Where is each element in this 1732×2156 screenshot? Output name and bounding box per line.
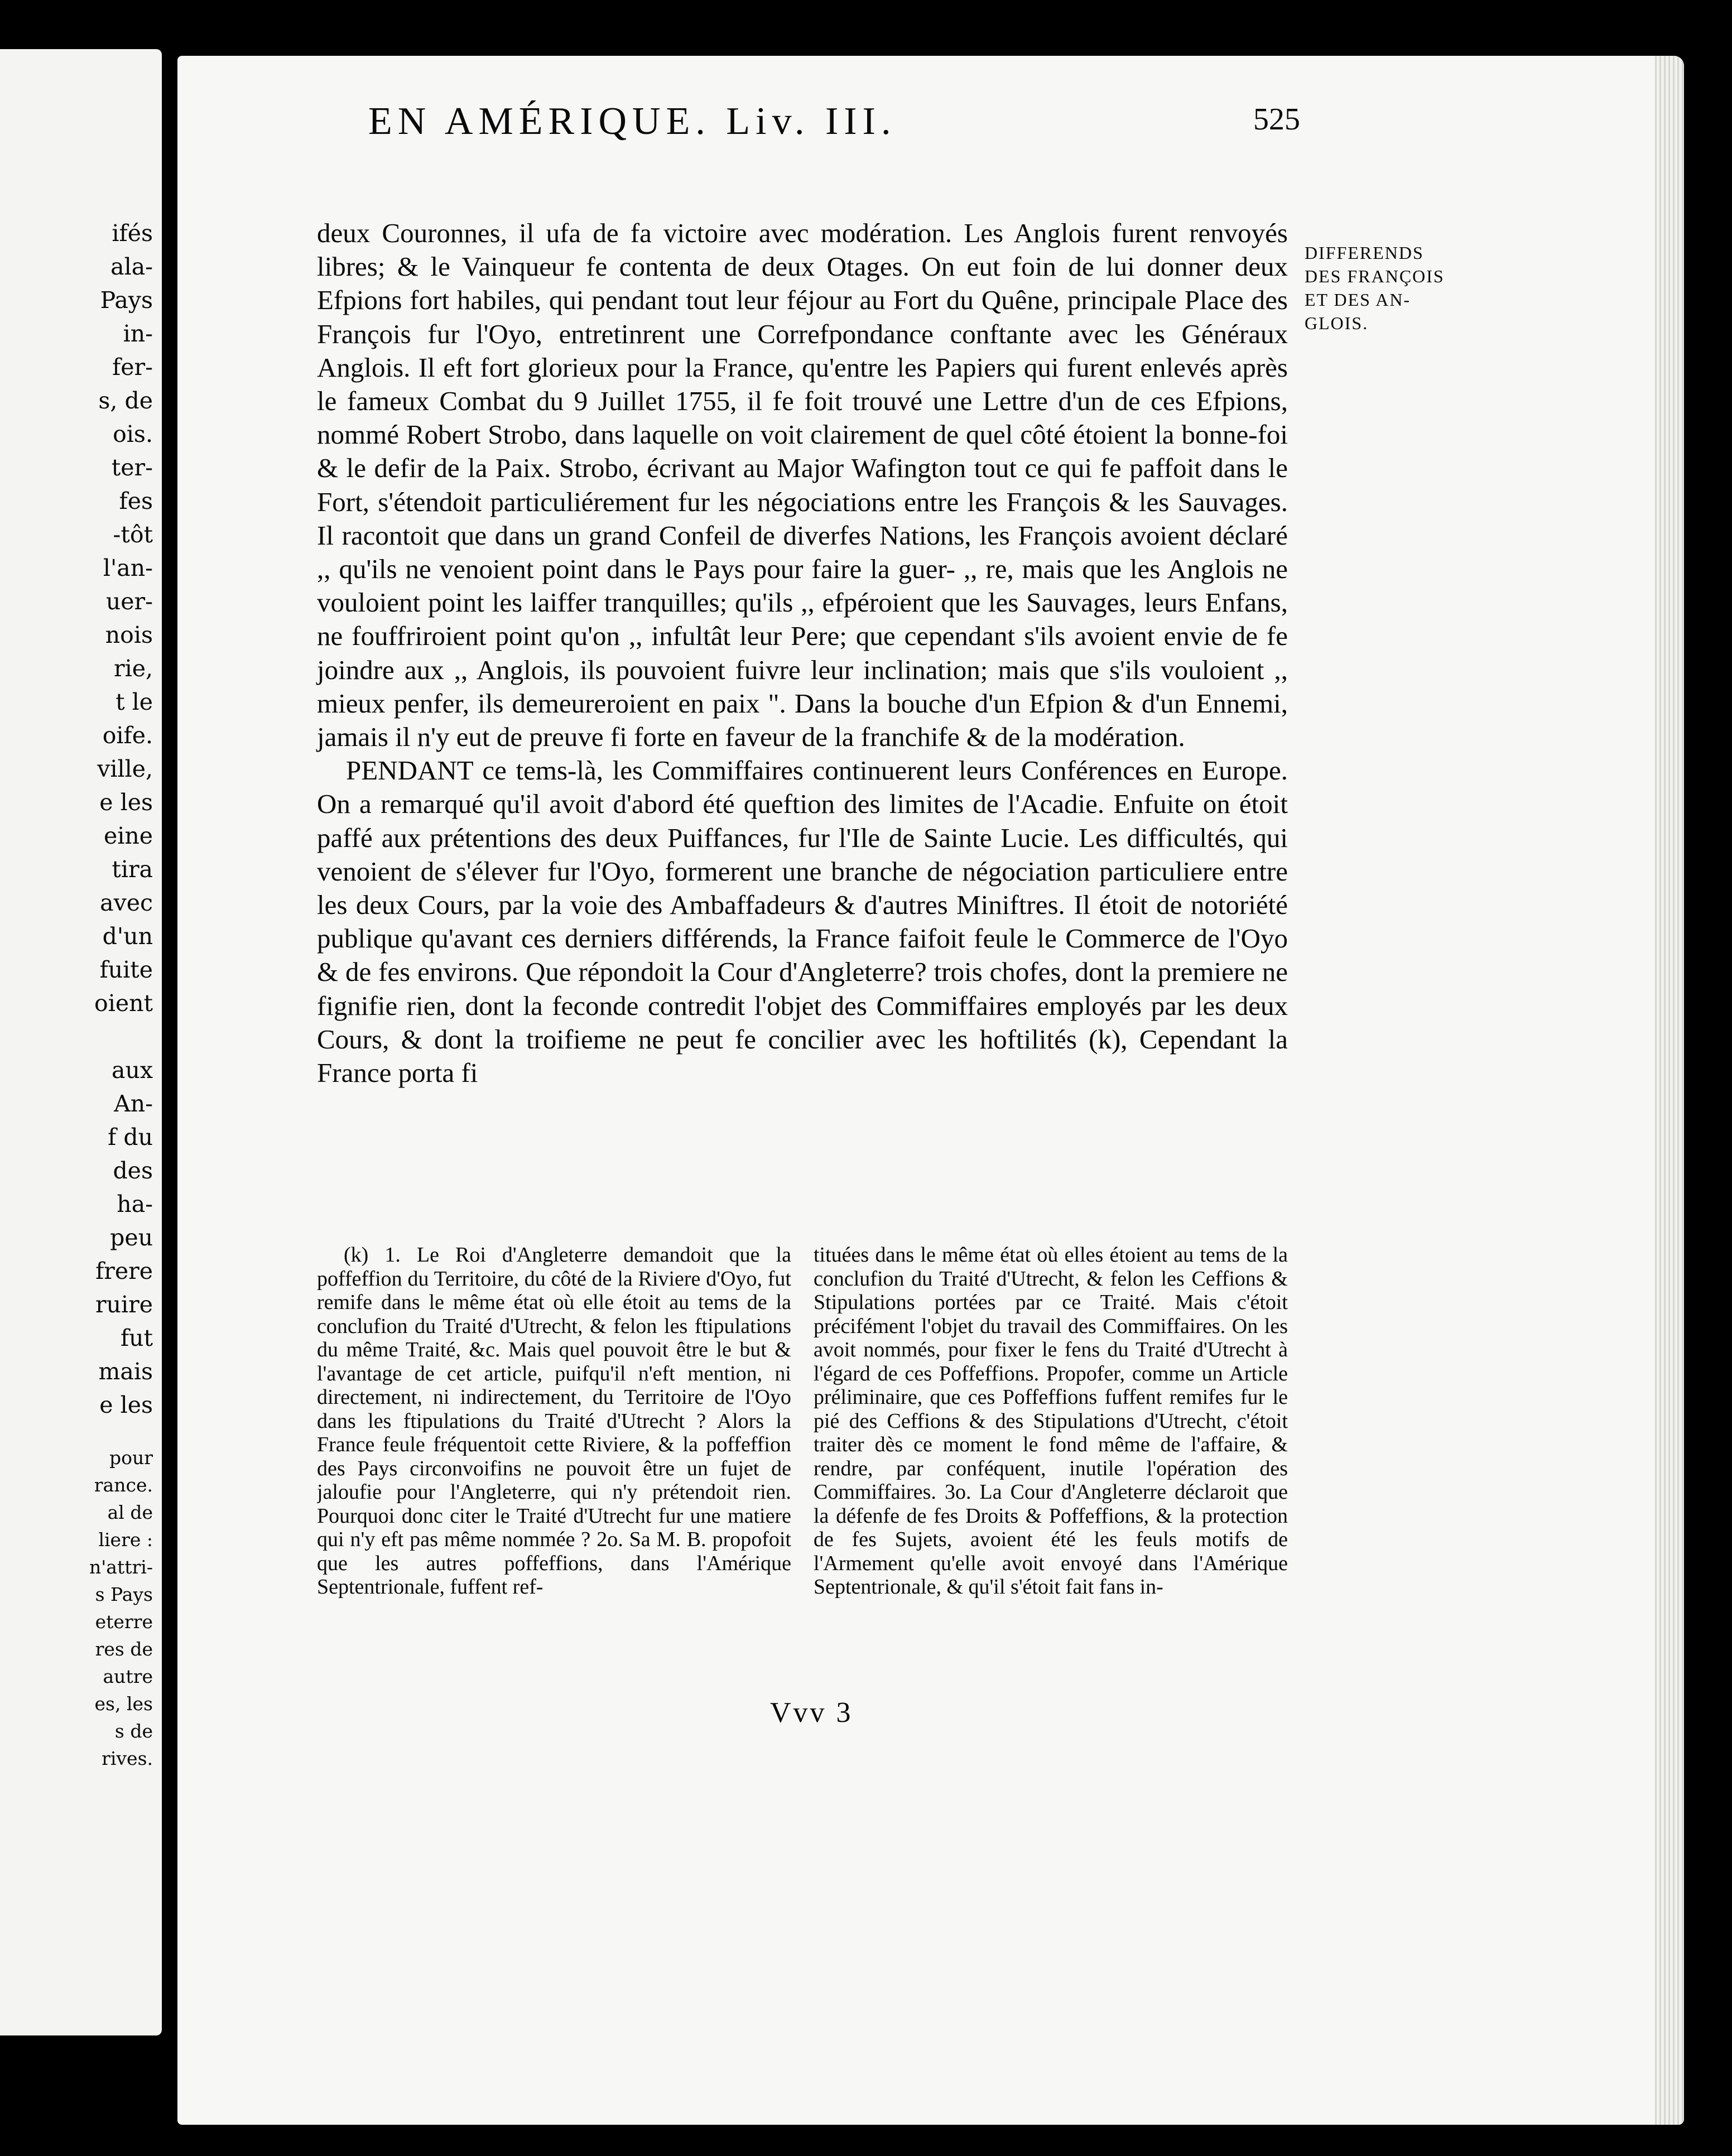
paragraph: PENDANT ce tems-là, les Commiffaires continuerent leurs Conférences en Europe. On a remarqué qu'il avoit d'abord été queftion des limites de l'Acadie. Enfuite on étoit paffé aux prétentions des deux Puiffances, fur l'Ile de Sainte Lucie. Les difficultés, qui venoient de s'élever fur l'Oyo, formerent une branche de négociation particuliere entre les deux Cours, par la voie des Ambaffadeurs & d'autres Miniftres. Il étoit de notoriété publique qu'avant ces derniers différends, la France faifoit feule le Commerce de l'Oyo & de fes environs. Que répondoit la Cour d'Angleterre? trois chofes, dont la premiere ne fignifie rien, dont la feconde contredit l'objet des Commiffaires employés par les deux Cours, & dont la troifieme ne peut fe concilier avec les hoftilités (k), Cependant la France porta fi [317, 755, 1288, 1089]
facing-page-fragment: tira [112, 856, 153, 883]
facing-page-fragment: ter- [111, 454, 153, 481]
facing-page-fragment: l'an- [103, 555, 153, 581]
facing-page-fragment: fes [119, 488, 153, 514]
facing-page-fragment: e les [99, 1392, 153, 1418]
facing-page-fragment: nois [105, 622, 153, 648]
signature-mark: Vvv 3 [770, 1697, 853, 1729]
facing-page-fragment: s Pays [95, 1584, 153, 1605]
facing-page-fragment: autre [103, 1666, 153, 1687]
footnotes [317, 1243, 1288, 1701]
facing-page-fragment: f du [108, 1124, 153, 1151]
facing-page-fragment: mais [98, 1358, 153, 1385]
facing-page-fragment: rance. [94, 1474, 153, 1496]
facing-page-fragment: eterre [95, 1611, 153, 1633]
facing-page-fragment: ala- [110, 253, 153, 280]
facing-page-fragment: s, de [98, 387, 153, 414]
facing-page-fragment: Pays [100, 287, 153, 314]
footnote-column-left: (k) 1. Le Roi d'Angleterre demandoit que la poffeffion du Territoire, du côté de la Riviere d'Oyo, fut remife dans le même état où elle étoit au tems de la conclufion du Traité d'Utrecht, & felon les ftipulations du même Traité, &c. Mais quel pouvoit être le but & l'avantage de cet article, puifqu'il n'eft mention, ni directement, ni indirectement, du Territoire de l'Oyo dans les ftipulations du Traité d'Utrecht ? Alors la France feule fréquentoit cette Riviere, & la poffeffion des Pays circonvoifins ne pouvoit être un fujet de jaloufie pour l'Angleterre, qui n'y prétendoit rien. Pourquoi donc citer le Traité d'Utrecht fur une matiere qui n'y eft pas même nommée ? 2o. Sa M. B. propofoit que les autres poffeffions, dans l'Amérique Septentrionale, fuffent ref- [317, 1243, 791, 1599]
facing-page-fragment: eine [103, 822, 153, 849]
facing-page-fragment: avec [100, 889, 153, 916]
running-head-title: EN AMÉRIQUE. Liv. III. [368, 100, 897, 143]
facing-page-fragment: ville, [97, 755, 153, 782]
facing-page-fragment: oient [94, 990, 153, 1017]
facing-page-fragment: s de [114, 1720, 153, 1742]
facing-page-fragment: in- [123, 320, 153, 347]
facing-page-fragment: pour [109, 1447, 153, 1469]
facing-page-fragment: ruire [95, 1291, 153, 1318]
marginal-note: DIFFERENDS DES FRANÇOIS ET DES AN- GLOIS. [1305, 243, 1445, 333]
facing-page-fragment: liere : [98, 1529, 153, 1551]
facing-page-fragment: rie, [113, 655, 153, 682]
facing-page-fragment: es, les [94, 1693, 153, 1715]
facing-page-fragment: ha- [117, 1191, 153, 1217]
facing-page-fragment: fut [120, 1325, 153, 1351]
facing-page-fragment: rives. [102, 1748, 153, 1769]
facing-page-fragment: aux [112, 1057, 153, 1084]
facing-page-fragment: frere [95, 1258, 153, 1284]
paragraph: deux Couronnes, il ufa de fa victoire avec modération. Les Anglois furent renvoyés libres; & le Vainqueur fe contenta de deux Otages. On eut foin de lui donner deux Efpions fort habiles, qui pendant tout leur féjour au Fort du Quêne, principale Place des François fur l'Oyo, entretinrent une Correfpondance conftante avec les Généraux Anglois. Il eft fort glorieux pour la France, qu'entre les Papiers qui furent enlevés après le fameux Combat du 9 Juillet 1755, il fe foit trouvé une Lettre d'un de ces Efpions, nommé Robert Strobo, dans laquelle on voit clairement de quel côté étoient la bonne-foi & le defir de la Paix. Strobo, écrivant au Major Wafington tout ce qui fe paffoit dans le Fort, s'étendoit particuliérement fur les négociations entre les François & les Sauvages. Il racontoit que dans un grand Confeil de diverfes Nations, les François avoient déclaré ,, qu'ils ne venoient point dans le Pays pour faire la guer- ,, re, mais que les Anglois ne vouloient point les laiffer tranquilles; qu'ils ,, efpéroient que les Sauvages, leurs Enfans, ne fouffriroient point qu'on ,, infultât leur Pere; que cependant s'ils avoient envie de fe joindre aux ,, Anglois, ils pouvoient fuivre leur inclination; mais que s'ils vouloient ,, mieux penfer, ils demeureroient en paix ". Dans la bouche d'un Efpion & d'un Ennemi, jamais il n'y eut de preuve fi forte en faveur de la franchife & de la modération. [317, 218, 1288, 753]
facing-page-fragment: ois. [113, 421, 153, 447]
facing-page-fragment: peu [110, 1224, 153, 1251]
footnote-column-right: tituées dans le même état où elles étoient au tems de la conclufion du Traité d'Utrecht, & felon les Ceffions & Stipulations portées par ce Traité. Mais c'étoit précifément l'objet du travail des Commiffaires. On les avoit nommés, pour fixer le fens du Traité d'Utrecht à l'égard de ces Poffeffions. Propofer, comme un Article préliminaire, que ces Poffeffions fuffent remifes fur le pié des Ceffions & des Stipulations d'Utrecht, c'étoit traiter dès ce moment le fond même de l'affaire, & rendre, par conféquent, inutile l'opération des Commiffaires. 3o. La Cour d'Angleterre déclaroit que la défenfe de fes Droits & Poffeffions, & la protection de fes Sujets, avoient été les feuls motifs de l'Armement qu'elle avoit envoyé dans l'Amérique Septentrionale, & qu'il s'étoit fait fans in- [814, 1243, 1288, 1599]
facing-page-fragment: t le [116, 689, 153, 715]
facing-page-fragment: uer- [105, 588, 153, 615]
facing-page-fragment: d'un [102, 923, 153, 950]
facing-page-edge [0, 49, 162, 2035]
facing-page-fragment: al de [107, 1502, 153, 1523]
running-head [279, 99, 1300, 145]
main-text [317, 216, 1288, 1090]
facing-page-fragment: res de [95, 1638, 153, 1660]
facing-page-fragment: An- [114, 1090, 153, 1117]
facing-page-fragment: n'attri- [89, 1556, 153, 1578]
facing-page-fragment: des [113, 1157, 153, 1184]
facing-page-fragment: fuite [99, 956, 153, 983]
facing-page-fragment: oife. [102, 722, 153, 749]
facing-page-fragment: fer- [112, 354, 153, 381]
page-fore-edge [1655, 56, 1684, 2125]
facing-page-fragment: ifés [112, 220, 153, 247]
facing-page-fragment: -tôt [113, 521, 153, 548]
facing-page-fragment: e les [99, 789, 153, 816]
page-number: 525 [1253, 102, 1300, 137]
